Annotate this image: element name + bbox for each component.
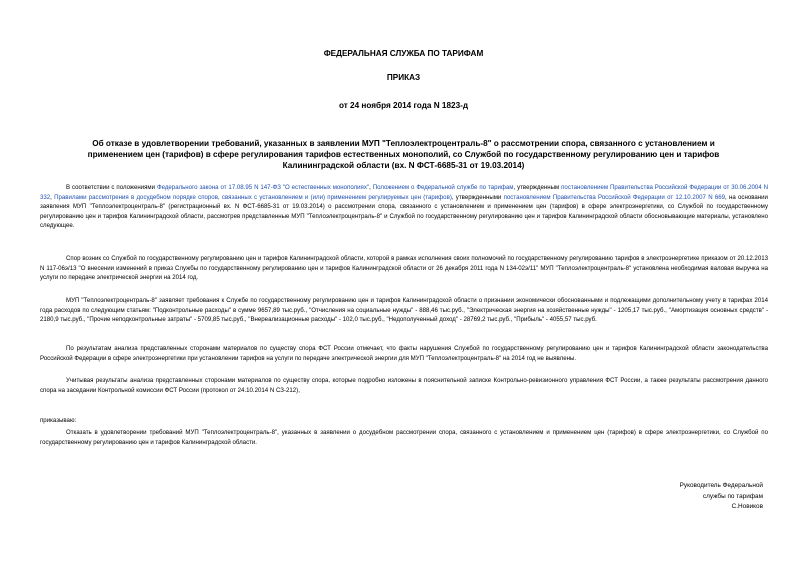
paragraph-decision: Отказать в удовлетворении требований МУП "Теплоэлектроцентраль-8", указанных в заявлении о досудебном рассмотрении спора, связанного с установлением и применением цен (тарифов) в сфере электроэнергетики, со Службой по государственному регулированию цен и тарифов Калининградской области.: [40, 429, 768, 446]
document-date-number: от 24 ноября 2014 года N 1823-д: [338, 101, 469, 110]
para1-text-5: , утвержденными: [451, 193, 504, 201]
signature-name: С.Новиков: [731, 503, 763, 511]
paragraph-claims: МУП "Теплоэлектроцентраль-8" заявляет требования к Службе по государственному регулированию цен и тарифов Калининградской области о признании экономически обоснованными и подлежащими дополнительному учету в тарифах 2014 года расходов по следующим статьям: "Подконтрольные расходы" в сумме 9657,89 тыс.руб., "Отчисления на социальные нужды" - 888,46 тыс.руб., "Электрическая энергия на хозяйственные нужды" - 1205,17 тыс.руб., "Амортизация основных средств" - 2180,9 тыс.руб., "Прочие неподконтрольные затраты" - 5709,85 тыс.руб., "Внереализационные расходы" - 102,0 тыс.руб., "Недополученный доход" - 28769,2 тыс.руб., "Прибыль" - 4055,57 тыс.руб.: [40, 297, 768, 324]
para1-text-2: ,: [369, 184, 373, 191]
paragraph-considering: Учитывая результаты анализа представленных сторонами материалов по существу спора, которые подробно изложены в пояснительной записке Контрольно-ревизионного управления ФСТ России, а также результаты рассмотрения данного спора на заседании Контрольной комиссии ФСТ России (протокол от 24.10.2014 N СЗ-212),: [40, 377, 768, 394]
document-title: Об отказе в удовлетворении требований, указанных в заявлении МУП "Теплоэлектроцентраль-8" о рассмотрении спора, связанного с установлением и применением цен (тарифов) в сфере регулирования тарифов естественных монополий, со Службой по государственному регулированию цен и тарифов Калининградской области (вх. N ФСТ-6685-31 от 19.03.2014): [87, 139, 720, 170]
link-federal-law-147[interactable]: Федерального закона от 17.08.95 N 147-ФЗ "О естественных монополиях": [156, 184, 370, 191]
document-type-heading: ПРИКАЗ: [386, 73, 421, 82]
paragraph-analysis-result: По результатам анализа представленных сторонами материалов по существу спора ФСТ России отмечает, что факты нарушения Службой по государственному регулированию цен и тарифов Калининградской области законодательства Российской Федерации в сфере электроэнергетики при установлении тарифов на услуги по передаче электрической энергии для МУП "Теплоэлектроцентраль-8" на 2014 год не выявлены.: [40, 345, 768, 362]
signature-block: [680, 481, 763, 513]
paragraph-legal-basis: [40, 183, 768, 231]
link-government-decree-669[interactable]: постановлением Правительства Российской Федерации от 12.10.2007 N 669: [503, 193, 726, 201]
para1-text-6: , на основании заявления МУП "Теплоэлектроцентраль-8" (регистрационный вх. N ФСТ-6685-31 от 19.03.2014) о рассмотрении спора, связанного с установлением и применением цен (тарифов) в сфере электроэнергетики, со Службой по государственному регулированию цен и тарифов Калининградской области, рассмотрев представленные МУП "Теплоэлектроцентраль-8" и Службой по государственному регулированию цен и тарифов Калининградской области обосновывающие материалы, установлено следующее.: [40, 193, 768, 230]
signature-position-line-2: службы по тарифам: [702, 492, 763, 500]
link-government-decree-332[interactable]: постановлением Правительства Российской Федерации от 30.06.2004 N 332: [40, 184, 769, 201]
para1-text-4: ,: [50, 193, 55, 201]
para1-text-1: В соответствии с положениями: [66, 184, 157, 191]
agency-heading: ФЕДЕРАЛЬНАЯ СЛУЖБА ПО ТАРИФАМ: [323, 49, 484, 58]
link-fst-regulation[interactable]: Положением о Федеральной службе по тарифам: [372, 184, 514, 191]
para1-text-3: , утвержденным: [513, 184, 562, 191]
signature-position-line-1: Руководитель Федеральной: [679, 482, 763, 489]
paragraph-dispute-origin: Спор возник со Службой по государственному регулированию цен и тарифов Калининградской области, которой в рамках исполнения своих полномочий по государственному регулированию тарифов в электроэнергетике приказом от 20.12.2013 N 117-06э/13 "О внесении изменений в приказ Службы по государственному регулированию цен и тарифов Калининградской области от 26 декабря 2011 года N 134-02э/11" МУП "Теплоэлектроцентраль-8" установлена необходимая валовая выручка на услуги по передаче электрической энергии на 2014 год.: [40, 255, 768, 282]
link-dispute-rules[interactable]: Правилами рассмотрения в досудебном порядке споров, связанных с установлением и (или) применением регулируемых цен (тарифов): [54, 193, 452, 201]
paragraph-order-word: приказываю:: [40, 417, 77, 424]
